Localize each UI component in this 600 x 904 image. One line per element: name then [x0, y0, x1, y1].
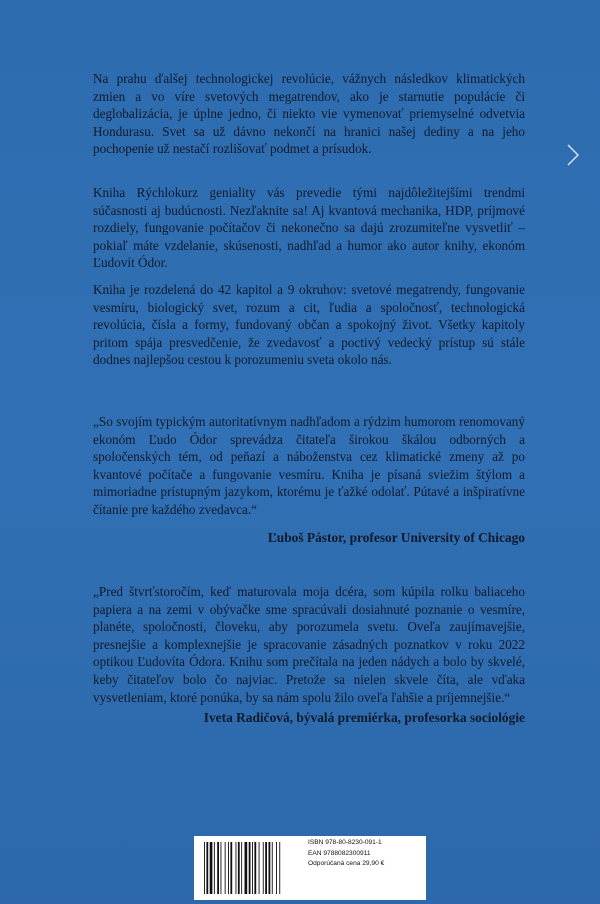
isbn-number: ISBN 978-80-8230-091-1 [308, 839, 382, 846]
description-paragraph-1: Na prahu ďalšej technologickej revolúcie, vážnych následkov klimatických zmien a vo víre svetových megatrendov, ako je starnutie populácie či deglobalizácia, je úplne jedno, či niekto vie vymenovať priemyselné odvetvia Hondurasu. Svet sa už dávno nekončí na hranici našej dediny a na jeho pochopenie už nestačí rozlišovať podmet a prísudok. [93, 71, 525, 157]
endorsement-quote-1: „So svojím typickým autoritatívnym nadhľadom a rýdzim humorom renomovaný ekonóm Ľudo Ódor sprevádza čitateľa širokou škálou odborných a spoločenských tém, od peňazí a náboženstva cez klimatické zmeny až po kvantové počítače a fungovanie vesmíru. Kniha je písaná sviežim štýlom a mimoriadne prístupným jazykom, ktorému je ťažké odolať. Pútavé a inšpiratívne čítanie pre každého zvedavca.“ [93, 414, 525, 517]
ean-number: EAN 9788082300911 [308, 849, 371, 857]
description-paragraph-2: Kniha Rýchlokurz geniality vás prevedie tými najdôležitejšími trendmi súčasnosti aj budúcnosti. Nezľaknite sa! Aj kvantová mechanika, HDP, príjmové rozdiely, fungovanie počítačov či nekonečno sa dajú zrozumiteľne vysvetliť – pokiaľ máte vzdelanie, skúsenosti, nadhľad a humor ako autor knihy, ekonóm Ľudovít Ódor. [93, 185, 525, 271]
barcode-icon [202, 840, 302, 896]
endorsement-attribution-1: Ľuboš Pástor, profesor University of Chicago [267, 530, 525, 545]
bookmark-mark-icon [566, 143, 580, 167]
description-paragraph-3: Kniha je rozdelená do 42 kapitol a 9 okruhov: svetové megatrendy, fungovanie vesmíru, biologický svet, rozum a cit, ľudia a spoločnosť, technologická revolúcia, čísla a formy, fundovaný občan a spokojný život. Všetky kapitoly pritom spája presvedčenie, že zvedavosť a poctivý vedecký prístup sú stále dodnes najlepšou cestou k porozumeniu sveta okolo nás. [93, 282, 525, 368]
barcode-info [308, 838, 384, 870]
endorsement-quote-2: „Pred štvrťstoročím, keď maturovala moja dcéra, som kúpila rolku baliaceho papiera a na zemi v obývačke sme spracúvali dosiahnuté poznanie o vesmíre, planéte, spoločnosti, človeku, aby porozumela svetu. Oveľa zaujímavejšie, presnejšie a komplexnejšie je spracovanie zásadných poznatkov v roku 2022 optikou Ľudovíta Ódora. Knihu som prečítala na jeden nádych a bolo by skvelé, keby čitateľov bolo čo najviac. Pretože sa nielen skvele číta, ale vďaka vysvetleniam, ktoré ponúka, by sa nám spolu žilo oveľa ľahšie a príjemnejšie.“ [93, 584, 525, 705]
endorsement-attribution-2: Iveta Radičová, bývalá premiérka, profesorka sociológie [203, 710, 525, 725]
recommended-price: Odporúčaná cena 29,90 € [308, 860, 385, 868]
